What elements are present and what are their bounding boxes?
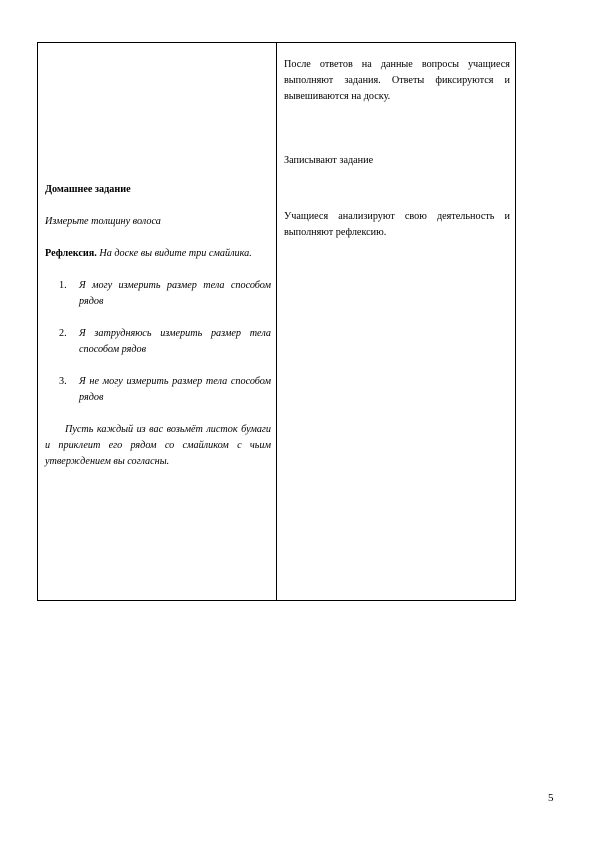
right-paragraph-1: После ответов на данные вопросы учащиеся выполняют задания. Ответы фиксируются и вывешиваются на доску. xyxy=(284,59,510,102)
reflection-label: Рефлексия. xyxy=(45,248,97,259)
homework-task: Измерьте толщину волоса xyxy=(45,216,161,227)
list-item-text: Я затрудняюсь измерить размер тела способом рядов xyxy=(79,328,271,355)
reflection-paragraph xyxy=(45,246,271,262)
list-item-number: 2. xyxy=(59,328,67,339)
reflection-text: На доске вы видите три смайлика. xyxy=(96,248,252,259)
page-number: 5 xyxy=(548,792,554,804)
lesson-table xyxy=(37,42,516,601)
list-item-text: Я могу измерить размер тела способом рядов xyxy=(79,280,271,307)
homework-heading: Домашнее задание xyxy=(45,184,131,195)
right-column xyxy=(284,57,510,241)
list-item-number: 1. xyxy=(59,280,67,291)
left-column xyxy=(45,182,271,470)
list-item-number: 3. xyxy=(59,376,67,387)
column-divider xyxy=(276,43,277,600)
right-paragraph-2: Записывают задание xyxy=(284,155,374,166)
list-item xyxy=(45,374,271,406)
closing-paragraph: Пусть каждый из вас возьмёт листок бумаги и приклеит его рядом со смайликом с чьим утверждением вы согласны. xyxy=(45,424,271,467)
list-item xyxy=(45,278,271,310)
right-paragraph-3: Учащиеся анализируют свою деятельность и выполняют рефлексию. xyxy=(284,211,510,238)
list-item xyxy=(45,326,271,358)
list-item-text: Я не могу измерить размер тела способом рядов xyxy=(79,376,271,403)
reflection-list xyxy=(45,278,271,406)
